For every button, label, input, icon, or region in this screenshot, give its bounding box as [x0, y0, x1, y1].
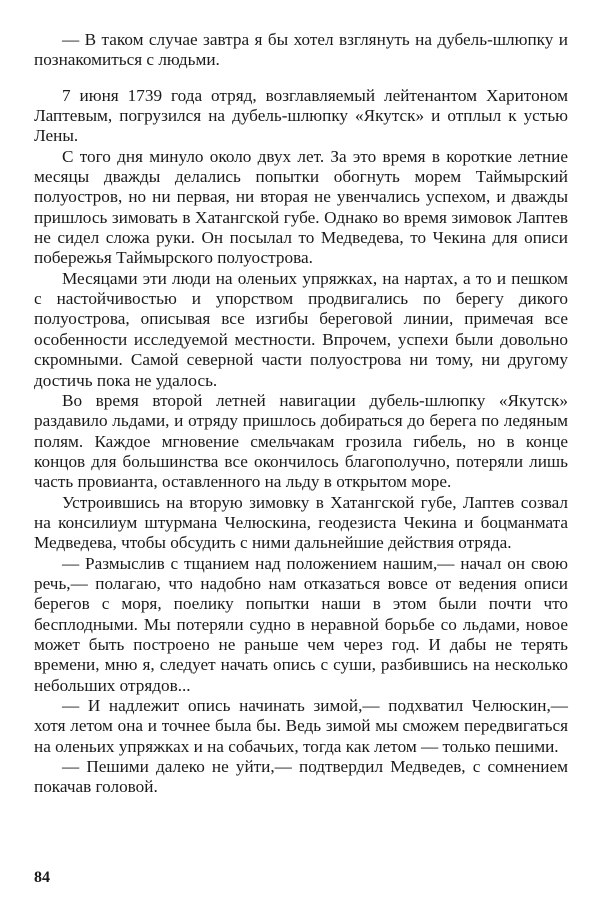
- page-body: [34, 30, 568, 798]
- paragraph-laptev-speech: — Размыслив с тщанием над положением нашим,— начал он свою речь,— полагаю, что надобно нам отказаться вовсе от ведения описи берегов с моря, поелику попытки наши в этом были почти что бесплодными. Мы потеряли судно в неравной борьбе со льдами, новое может быть построено не раньше чем через год. И дабы не терять времени, мню я, следует начать опись с суши, разбившись на несколько небольших отрядов...: [34, 553, 568, 695]
- paragraph-council: Устроившись на вторую зимовку в Хатангской губе, Лаптев созвал на консилиум штурмана Челюскина, геодезиста Чекина и боцманмата Медведева, чтобы обсудить с ними дальнейшие действия отряда.: [34, 492, 568, 553]
- paragraph-medvedev-reply: — Пешими далеко не уйти,— подтвердил Медведев, с сомнением покачав головой.: [34, 757, 568, 797]
- paragraph-survey: Месяцами эти люди на оленьих упряжках, на нартах, а то и пешком с настойчивостью и упорством продвигались по берегу дикого полуострова, описывая все изгибы береговой линии, примечая все особенности исследуемой местности. Впрочем, успехи были довольно скромными. Самой северной части полуострова ни тому, ни другому достичь пока не удалось.: [34, 268, 568, 390]
- paragraph-two-years: С того дня минуло около двух лет. За это время в короткие летние месяцы дважды делались попытки обогнуть морем Таймырский полуостров, но ни первая, ни вторая не увенчались успехом, и дважды пришлось зимовать в Хатангской губе. Однако во время зимовок Лаптев не сидел сложа руки. Он посылал то Медведева, то Чекина для описи побережья Таймырского полуострова.: [34, 146, 568, 268]
- paragraph-dialogue-opening: — В таком случае завтра я бы хотел взглянуть на дубель-шлюпку и познакомиться с людьми.: [34, 30, 568, 70]
- paragraph-second-navigation: Во время второй летней навигации дубель-шлюпку «Якутск» раздавило льдами, и отряду пришлось добираться до берега по ледяным полям. Каждое мгновение смельчакам грозила гибель, но в конце концов для большинства все окончилось благополучно, потеряли лишь часть провианта, оставленного на льду в открытом море.: [34, 390, 568, 492]
- paragraph-departure: 7 июня 1739 года отряд, возглавляемый лейтенантом Харитоном Лаптевым, погрузился на дубель-шлюпку «Якутск» и отплыл к устью Лены.: [34, 85, 568, 146]
- paragraph-chelyuskin-reply: — И надлежит опись начинать зимой,— подхватил Челюскин,— хотя летом она и точнее была бы. Ведь зимой мы сможем передвигаться на оленьих упряжках и на собачьих, тогда как летом — только пешими.: [34, 696, 568, 756]
- page-number: 84: [34, 869, 50, 886]
